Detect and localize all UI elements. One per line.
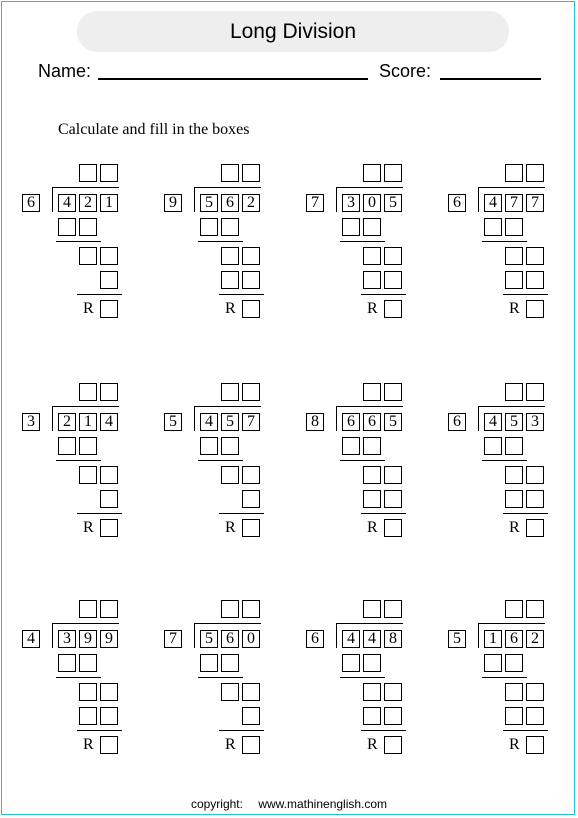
dividend-digit: 0 [242,630,260,648]
subtraction-line [482,460,527,461]
answer-box[interactable] [100,271,118,289]
dividend-digit: 5 [200,194,218,212]
quotient-box[interactable] [505,600,523,618]
subtraction-line [56,241,101,242]
subtraction-line [503,513,548,514]
divisor: 9 [164,194,182,212]
division-bar [52,406,119,407]
quotient-box[interactable] [505,383,523,401]
division-bracket [194,187,195,212]
answer-box[interactable] [221,247,239,265]
divisor: 6 [306,630,324,648]
dividend-digit: 6 [342,413,360,431]
footer-url[interactable]: www.mathinenglish.com [258,797,388,811]
quotient-box[interactable] [100,600,118,618]
quotient-box[interactable] [100,383,118,401]
answer-box[interactable] [526,247,544,265]
dividend-digit: 2 [526,630,544,648]
answer-box[interactable] [505,707,523,725]
divisor: 7 [164,630,182,648]
dividend-digit: 0 [363,194,381,212]
subtraction-line [77,294,122,295]
dividend-digit: 2 [79,194,97,212]
answer-box[interactable] [242,466,260,484]
answer-box[interactable] [342,654,360,672]
page-title [77,11,509,52]
subtraction-line [503,730,548,731]
quotient-box[interactable] [384,383,402,401]
quotient-box[interactable] [100,164,118,182]
quotient-box[interactable] [363,600,381,618]
answer-box[interactable] [79,466,97,484]
division-bracket [336,406,337,431]
answer-box[interactable] [221,654,239,672]
subtraction-line [361,513,406,514]
subtraction-line [77,513,122,514]
answer-box[interactable] [526,707,544,725]
remainder-box[interactable] [384,519,402,537]
answer-box[interactable] [484,654,502,672]
subtraction-line [482,677,527,678]
answer-box[interactable] [200,654,218,672]
dividend-digit: 2 [242,194,260,212]
remainder-box[interactable] [242,519,260,537]
divisor: 6 [22,194,40,212]
dividend-digit: 4 [484,413,502,431]
remainder-label: R [225,300,236,317]
answer-box[interactable] [526,271,544,289]
remainder-label: R [509,519,520,536]
quotient-box[interactable] [242,600,260,618]
remainder-label: R [225,736,236,753]
divisor: 8 [306,413,324,431]
divisor: 6 [448,413,466,431]
division-bracket [194,406,195,431]
division-bar [194,187,261,188]
quotient-box[interactable] [221,600,239,618]
remainder-box[interactable] [100,519,118,537]
remainder-box[interactable] [526,736,544,754]
divisor: 5 [448,630,466,648]
answer-box[interactable] [363,218,381,236]
quotient-box[interactable] [384,164,402,182]
remainder-label: R [83,519,94,536]
dividend-digit: 7 [242,413,260,431]
subtraction-line [361,730,406,731]
remainder-box[interactable] [384,300,402,318]
answer-box[interactable] [505,247,523,265]
dividend-digit: 5 [221,413,239,431]
dividend-digit: 3 [58,630,76,648]
division-bracket [478,187,479,212]
subtraction-line [198,677,243,678]
subtraction-line [219,730,264,731]
dividend-digit: 5 [200,630,218,648]
division-bracket [336,187,337,212]
division-bar [52,187,119,188]
dividend-digit: 3 [342,194,360,212]
division-bracket [52,187,53,212]
subtraction-line [340,241,385,242]
remainder-label: R [509,736,520,753]
dividend-digit: 2 [58,413,76,431]
division-bar [478,187,545,188]
remainder-label: R [367,519,378,536]
division-bracket [52,623,53,648]
dividend-digit: 7 [526,194,544,212]
instructions: Calculate and fill in the boxes [58,121,250,138]
answer-box[interactable] [200,437,218,455]
quotient-box[interactable] [242,164,260,182]
division-bar [336,406,403,407]
remainder-label: R [367,736,378,753]
divisor: 7 [306,194,324,212]
answer-box[interactable] [526,466,544,484]
division-bar [336,187,403,188]
answer-box[interactable] [342,437,360,455]
remainder-label: R [509,300,520,317]
answer-box[interactable] [242,271,260,289]
subtraction-line [503,294,548,295]
answer-box[interactable] [363,654,381,672]
remainder-box[interactable] [526,300,544,318]
dividend-digit: 8 [384,630,402,648]
answer-box[interactable] [363,683,381,701]
answer-box[interactable] [505,218,523,236]
divisor: 4 [22,630,40,648]
quotient-box[interactable] [221,383,239,401]
copyright-label: copyright: [190,797,243,811]
dividend-digit: 4 [342,630,360,648]
remainder-box[interactable] [526,519,544,537]
answer-box[interactable] [79,683,97,701]
answer-box[interactable] [363,490,381,508]
dividend-digit: 1 [484,630,502,648]
division-bracket [478,406,479,431]
divisor: 5 [164,413,182,431]
dividend-digit: 6 [221,630,239,648]
subtraction-line [56,677,101,678]
dividend-digit: 6 [505,630,523,648]
dividend-digit: 4 [58,194,76,212]
quotient-box[interactable] [526,383,544,401]
answer-box[interactable] [100,683,118,701]
answer-box[interactable] [363,247,381,265]
answer-box[interactable] [58,218,76,236]
subtraction-line [361,294,406,295]
answer-box[interactable] [79,218,97,236]
answer-box[interactable] [242,683,260,701]
dividend-digit: 3 [526,413,544,431]
answer-box[interactable] [79,654,97,672]
answer-box[interactable] [242,247,260,265]
answer-box[interactable] [363,466,381,484]
answer-box[interactable] [526,683,544,701]
dividend-digit: 5 [505,413,523,431]
dividend-digit: 5 [384,194,402,212]
subtraction-line [219,513,264,514]
answer-box[interactable] [484,437,502,455]
dividend-digit: 7 [505,194,523,212]
answer-box[interactable] [505,466,523,484]
answer-box[interactable] [221,683,239,701]
division-bracket [52,406,53,431]
quotient-box[interactable] [526,164,544,182]
answer-box[interactable] [363,437,381,455]
score-field[interactable] [440,78,541,80]
answer-box[interactable] [221,466,239,484]
answer-box[interactable] [384,271,402,289]
division-bracket [336,623,337,648]
divisor: 3 [22,413,40,431]
division-bar [478,623,545,624]
remainder-box[interactable] [242,300,260,318]
quotient-box[interactable] [505,164,523,182]
quotient-box[interactable] [221,164,239,182]
division-bar [194,623,261,624]
answer-box[interactable] [221,218,239,236]
answer-box[interactable] [100,247,118,265]
remainder-box[interactable] [100,300,118,318]
division-bar [194,406,261,407]
division-bar [478,406,545,407]
page-title-text: Long Division [229,19,357,43]
answer-box[interactable] [526,490,544,508]
quotient-box[interactable] [79,600,97,618]
subtraction-line [56,460,101,461]
dividend-digit: 6 [221,194,239,212]
answer-box[interactable] [79,247,97,265]
divisor: 6 [448,194,466,212]
subtraction-line [198,241,243,242]
answer-box[interactable] [384,490,402,508]
answer-box[interactable] [58,437,76,455]
remainder-box[interactable] [242,736,260,754]
dividend-digit: 4 [484,194,502,212]
quotient-box[interactable] [363,164,381,182]
answer-box[interactable] [505,271,523,289]
answer-box[interactable] [58,654,76,672]
subtraction-line [198,460,243,461]
answer-box[interactable] [221,271,239,289]
dividend-digit: 9 [100,630,118,648]
remainder-label: R [83,300,94,317]
answer-box[interactable] [505,654,523,672]
division-bar [52,623,119,624]
dividend-digit: 5 [384,413,402,431]
answer-box[interactable] [384,683,402,701]
remainder-box[interactable] [100,736,118,754]
dividend-digit: 4 [363,630,381,648]
name-label: Name: [38,61,92,81]
subtraction-line [340,677,385,678]
answer-box[interactable] [242,707,260,725]
remainder-label: R [225,519,236,536]
quotient-box[interactable] [526,600,544,618]
quotient-box[interactable] [363,383,381,401]
answer-box[interactable] [79,437,97,455]
subtraction-line [77,730,122,731]
subtraction-line [340,460,385,461]
dividend-digit: 1 [79,413,97,431]
answer-box[interactable] [100,707,118,725]
quotient-box[interactable] [79,383,97,401]
remainder-box[interactable] [384,736,402,754]
answer-box[interactable] [342,218,360,236]
division-bar [336,623,403,624]
answer-box[interactable] [221,437,239,455]
answer-box[interactable] [505,437,523,455]
dividend-digit: 6 [363,413,381,431]
remainder-label: R [83,736,94,753]
quotient-box[interactable] [384,600,402,618]
answer-box[interactable] [79,707,97,725]
dividend-digit: 1 [100,194,118,212]
answer-box[interactable] [363,271,381,289]
answer-box[interactable] [384,707,402,725]
name-field[interactable] [98,78,368,80]
answer-box[interactable] [505,490,523,508]
answer-box[interactable] [384,466,402,484]
dividend-digit: 9 [79,630,97,648]
dividend-digit: 4 [100,413,118,431]
quotient-box[interactable] [79,164,97,182]
division-bracket [478,623,479,648]
answer-box[interactable] [100,466,118,484]
subtraction-line [482,241,527,242]
footer [0,797,578,811]
answer-box[interactable] [100,490,118,508]
answer-box[interactable] [200,218,218,236]
answer-box[interactable] [505,683,523,701]
answer-box[interactable] [384,247,402,265]
answer-box[interactable] [363,707,381,725]
score-label: Score: [379,61,432,81]
quotient-box[interactable] [242,383,260,401]
division-bracket [194,623,195,648]
answer-box[interactable] [484,218,502,236]
dividend-digit: 4 [200,413,218,431]
remainder-label: R [367,300,378,317]
subtraction-line [219,294,264,295]
answer-box[interactable] [242,490,260,508]
